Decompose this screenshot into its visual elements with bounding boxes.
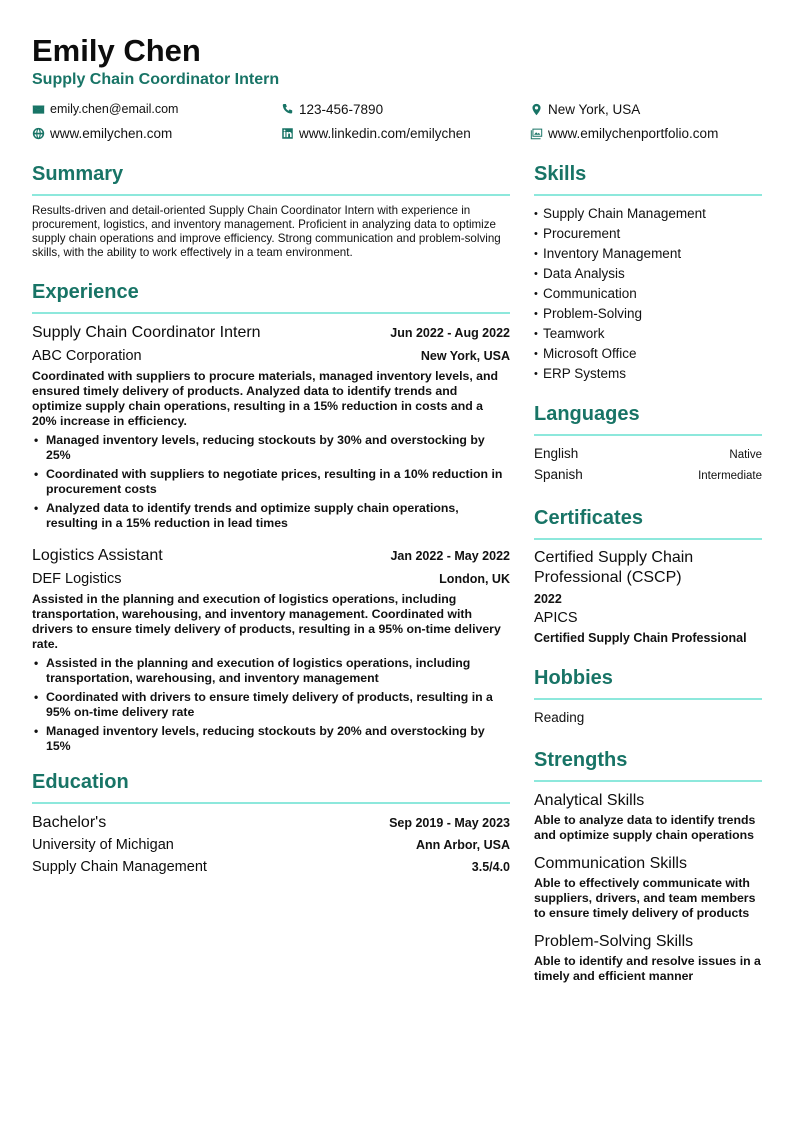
education-school: University of Michigan xyxy=(32,837,174,853)
job-bullet: • Managed inventory levels, reducing stockouts by 30% and overstocking by 25% xyxy=(32,433,510,463)
skill-item: • Supply Chain Management xyxy=(534,204,762,224)
skill-item: • Teamwork xyxy=(534,324,762,344)
contact-phone-text: 123-456-7890 xyxy=(299,101,384,117)
certificate-description: Certified Supply Chain Professional xyxy=(534,631,747,645)
job-description: Assisted in the planning and execution of logistics operations, including transportation, warehousing, and inventory management. Coordinated with drivers to ensure timely delivery of products, resulting in a 95% on-time delivery rate. xyxy=(32,592,501,651)
job-description: Coordinated with suppliers to procure materials, managed inventory levels, and ensured timely delivery of products. Analyzed data to identify trends and optimize supply chain operations, resulting in a 15% reduction in costs and a 20% increase in efficiency. xyxy=(32,369,499,428)
envelope-icon xyxy=(32,103,45,116)
strength-description: Able to effectively communicate with suppliers, drivers, and team members to ensure timely delivery of products xyxy=(534,876,756,920)
skill-item: • Communication xyxy=(534,284,762,304)
contact-portfolio[interactable] xyxy=(530,126,770,141)
education-gpa: 3.5/4.0 xyxy=(471,860,510,874)
education-degree: Bachelor's xyxy=(32,814,107,831)
skills-list xyxy=(534,204,762,384)
phone-icon xyxy=(281,103,294,116)
language-row xyxy=(534,465,762,486)
contact-row xyxy=(32,97,772,121)
education-location: Ann Arbor, USA xyxy=(416,838,510,852)
contact-phone[interactable] xyxy=(281,102,530,117)
certificate-issuer: APICS xyxy=(534,610,578,626)
skills-section xyxy=(534,160,762,384)
education-date: Sep 2019 - May 2023 xyxy=(389,816,510,830)
strengths-section xyxy=(534,746,762,984)
language-row xyxy=(534,444,762,465)
strength-name: Communication Skills xyxy=(534,855,687,872)
candidate-name: Emily Chen xyxy=(32,33,201,68)
language-name: Spanish xyxy=(534,467,583,482)
job-bullet: • Assisted in the planning and execution of logistics operations, including transportation, warehousing, and inventory management xyxy=(32,656,510,686)
globe-icon xyxy=(32,127,45,140)
summary-text: Results-driven and detail-oriented Supply Chain Coordinator Intern with experience in procurement, logistics, and inventory management. Proficient in analyzing data to optimize supply chain operations and improve efficiency. Strong communication and problem-solving skills, with the ability to work effectively in a team environment. xyxy=(32,204,501,259)
left-column xyxy=(32,160,510,878)
job-title: Logistics Assistant xyxy=(32,547,163,564)
experience-section xyxy=(32,278,510,754)
job-bullets xyxy=(32,433,510,531)
skill-item: • Problem-Solving xyxy=(534,304,762,324)
linkedin-icon xyxy=(281,127,294,140)
hobby-item: Reading xyxy=(534,710,585,725)
education-entry xyxy=(32,812,510,878)
strength-description: Able to analyze data to identify trends and optimize supply chain operations xyxy=(534,813,756,842)
right-column xyxy=(534,160,762,994)
languages-section xyxy=(534,400,762,486)
hobbies-heading: Hobbies xyxy=(534,664,762,700)
strength-entry xyxy=(534,853,762,921)
certificate-year: 2022 xyxy=(534,592,562,606)
job-location: London, UK xyxy=(439,572,510,586)
strengths-heading: Strengths xyxy=(534,746,762,782)
language-name: English xyxy=(534,446,579,461)
certificate-name: Certified Supply Chain Professional (CSCP) xyxy=(534,549,694,586)
job-location: New York, USA xyxy=(420,349,510,363)
education-row xyxy=(32,812,510,834)
contact-email[interactable] xyxy=(32,102,281,116)
experience-heading: Experience xyxy=(32,278,510,314)
job-company-row xyxy=(32,569,510,589)
contact-website-text: www.emilychen.com xyxy=(50,125,173,141)
skill-item: • Inventory Management xyxy=(534,244,762,264)
skills-heading: Skills xyxy=(534,160,762,196)
contact-portfolio-text: www.emilychenportfolio.com xyxy=(548,125,719,141)
skill-item: • Data Analysis xyxy=(534,264,762,284)
job-entry xyxy=(32,545,510,754)
contact-location xyxy=(530,102,770,117)
job-bullet: • Analyzed data to identify trends and optimize supply chain operations, resulting in a 15% reduction in lead times xyxy=(32,501,510,531)
skill-item: • ERP Systems xyxy=(534,364,762,384)
strength-entry xyxy=(534,790,762,843)
job-company-row xyxy=(32,346,510,366)
skill-item: • Microsoft Office xyxy=(534,344,762,364)
job-bullet: • Managed inventory levels, reducing stockouts by 20% and overstocking by 15% xyxy=(32,724,510,754)
job-company: ABC Corporation xyxy=(32,348,142,364)
contact-linkedin[interactable] xyxy=(281,126,530,141)
education-row xyxy=(32,856,510,878)
job-company: DEF Logistics xyxy=(32,571,122,587)
job-date: Jan 2022 - May 2022 xyxy=(390,549,510,563)
languages-heading: Languages xyxy=(534,400,762,436)
resume-header xyxy=(32,32,762,90)
hobbies-section xyxy=(534,664,762,728)
contact-linkedin-text: www.linkedin.com/emilychen xyxy=(299,125,471,141)
contact-email-text: emily.chen@email.com xyxy=(50,102,179,116)
strength-description: Able to identify and resolve issues in a timely and efficient manner xyxy=(534,954,761,983)
education-row xyxy=(32,834,510,856)
strength-name: Problem-Solving Skills xyxy=(534,933,694,950)
job-header xyxy=(32,322,510,344)
contact-website[interactable] xyxy=(32,126,281,141)
job-entry xyxy=(32,322,510,531)
job-bullet: • Coordinated with suppliers to negotiate prices, resulting in a 10% reduction in procurement costs xyxy=(32,467,510,497)
skill-item: • Procurement xyxy=(534,224,762,244)
candidate-role: Supply Chain Coordinator Intern xyxy=(32,71,280,88)
job-bullets xyxy=(32,656,510,754)
strength-entry xyxy=(534,931,762,984)
job-title: Supply Chain Coordinator Intern xyxy=(32,324,261,341)
certificates-section xyxy=(534,504,762,648)
job-bullet: • Coordinated with drivers to ensure timely delivery of products, resulting in a 95% on-time delivery rate xyxy=(32,690,510,720)
map-pin-icon xyxy=(530,103,543,116)
education-heading: Education xyxy=(32,768,510,804)
summary-heading: Summary xyxy=(32,160,510,196)
certificates-heading: Certificates xyxy=(534,504,762,540)
job-date: Jun 2022 - Aug 2022 xyxy=(390,326,510,340)
portfolio-icon xyxy=(530,127,543,140)
language-level: Intermediate xyxy=(698,470,762,482)
education-section xyxy=(32,768,510,878)
summary-section xyxy=(32,160,510,260)
education-field: Supply Chain Management xyxy=(32,859,207,875)
strength-name: Analytical Skills xyxy=(534,792,645,809)
contact-location-text: New York, USA xyxy=(548,101,641,117)
contact-block xyxy=(32,97,772,145)
job-header xyxy=(32,545,510,567)
contact-row xyxy=(32,121,772,145)
language-level: Native xyxy=(729,449,762,461)
